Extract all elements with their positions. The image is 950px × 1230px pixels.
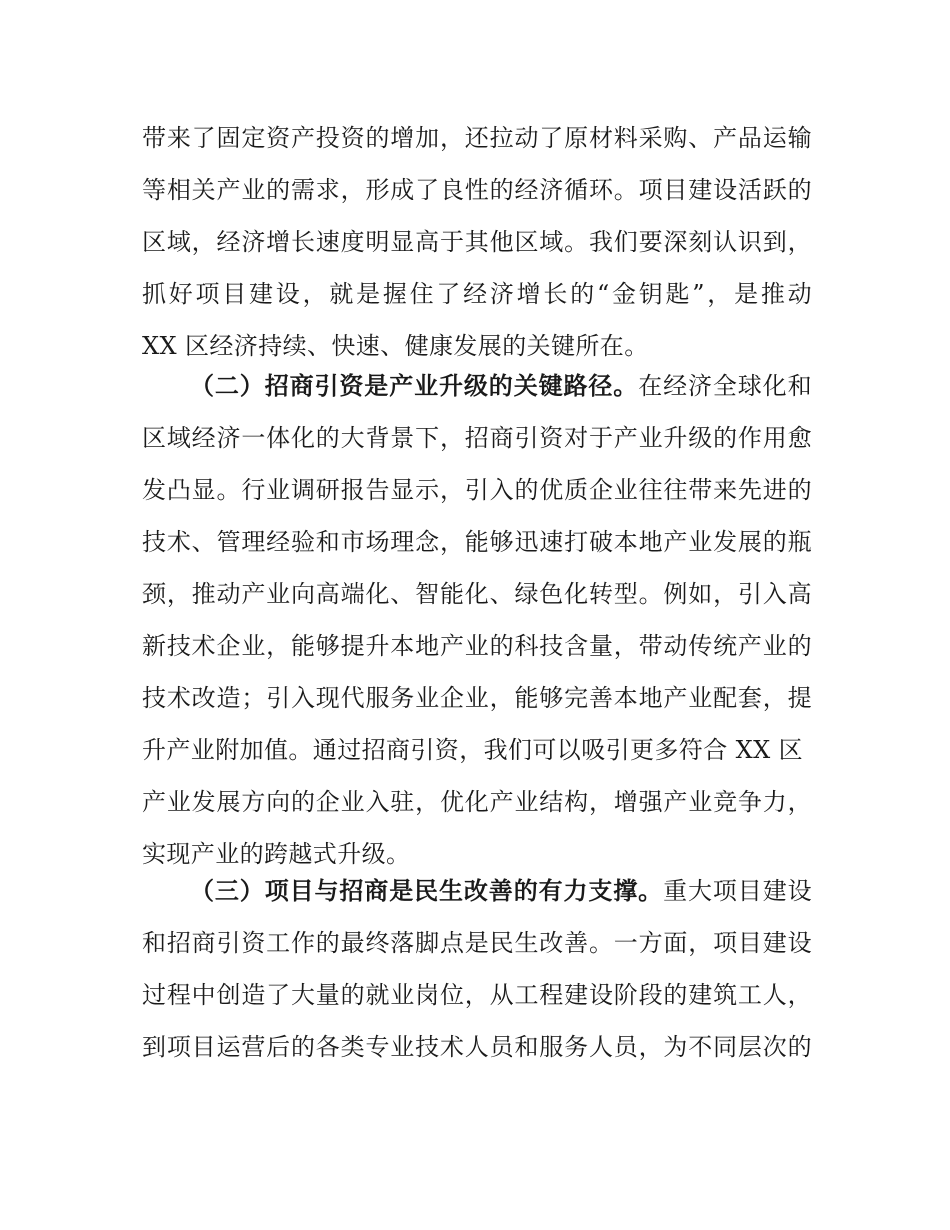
paragraph-line: 区域经济一体化的大背景下，招商引资对于产业升级的作用愈 [142,424,812,452]
paragraph-line: 实现产业的跨越式升级。 [142,840,411,868]
paragraph-text: 重大项目建设 [663,877,812,905]
paragraph-line: 颈，推动产业向高端化、智能化、绿色化转型。例如，引入高 [142,580,812,608]
paragraph-line: 等相关产业的需求，形成了良性的经济循环。项目建设活跃的 [142,176,812,204]
paragraph-line: XX 区经济持续、快速、健康发展的关键所在。 [142,332,649,360]
paragraph-first-line [142,865,812,917]
paragraph-text: 在经济全球化和 [638,372,812,400]
paragraph-1 [142,112,812,372]
paragraph-2 [142,360,812,880]
paragraph-line: 区域，经济增长速度明显高于其他区域。我们要深刻认识到， [142,228,812,256]
paragraph-line: 技术、管理经验和市场理念，能够迅速打破本地产业发展的瓶 [142,528,812,556]
section-heading: （三）项目与招商是民生改善的有力支撑。 [190,877,664,905]
paragraph-line: 到项目运营后的各类专业技术人员和服务人员，为不同层次的 [142,1033,812,1061]
paragraph-line: 技术改造；引入现代服务业企业，能够完善本地产业配套，提 [142,684,812,712]
paragraph-line: 和招商引资工作的最终落脚点是民生改善。一方面，项目建设 [142,929,812,957]
paragraph-line: 升产业附加值。通过招商引资，我们可以吸引更多符合 XX 区 [142,736,804,764]
paragraph-line: 产业发展方向的企业入驻，优化产业结构，增强产业竞争力， [142,788,812,816]
paragraph-line: 发凸显。行业调研报告显示，引入的优质企业往往带来先进的 [142,476,812,504]
paragraph-line: 新技术企业，能够提升本地产业的科技含量，带动传统产业的 [142,632,812,660]
paragraph-line: 带来了固定资产投资的增加，还拉动了原材料采购、产品运输 [142,124,812,152]
paragraph-line: 抓好项目建设，就是握住了经济增长的“金钥匙”，是推动 [142,280,812,308]
paragraph-first-line [142,360,812,412]
paragraph-3 [142,865,812,1073]
paragraph-line: 过程中创造了大量的就业岗位，从工程建设阶段的建筑工人， [142,981,812,1009]
section-heading: （二）招商引资是产业升级的关键路径。 [190,372,639,400]
